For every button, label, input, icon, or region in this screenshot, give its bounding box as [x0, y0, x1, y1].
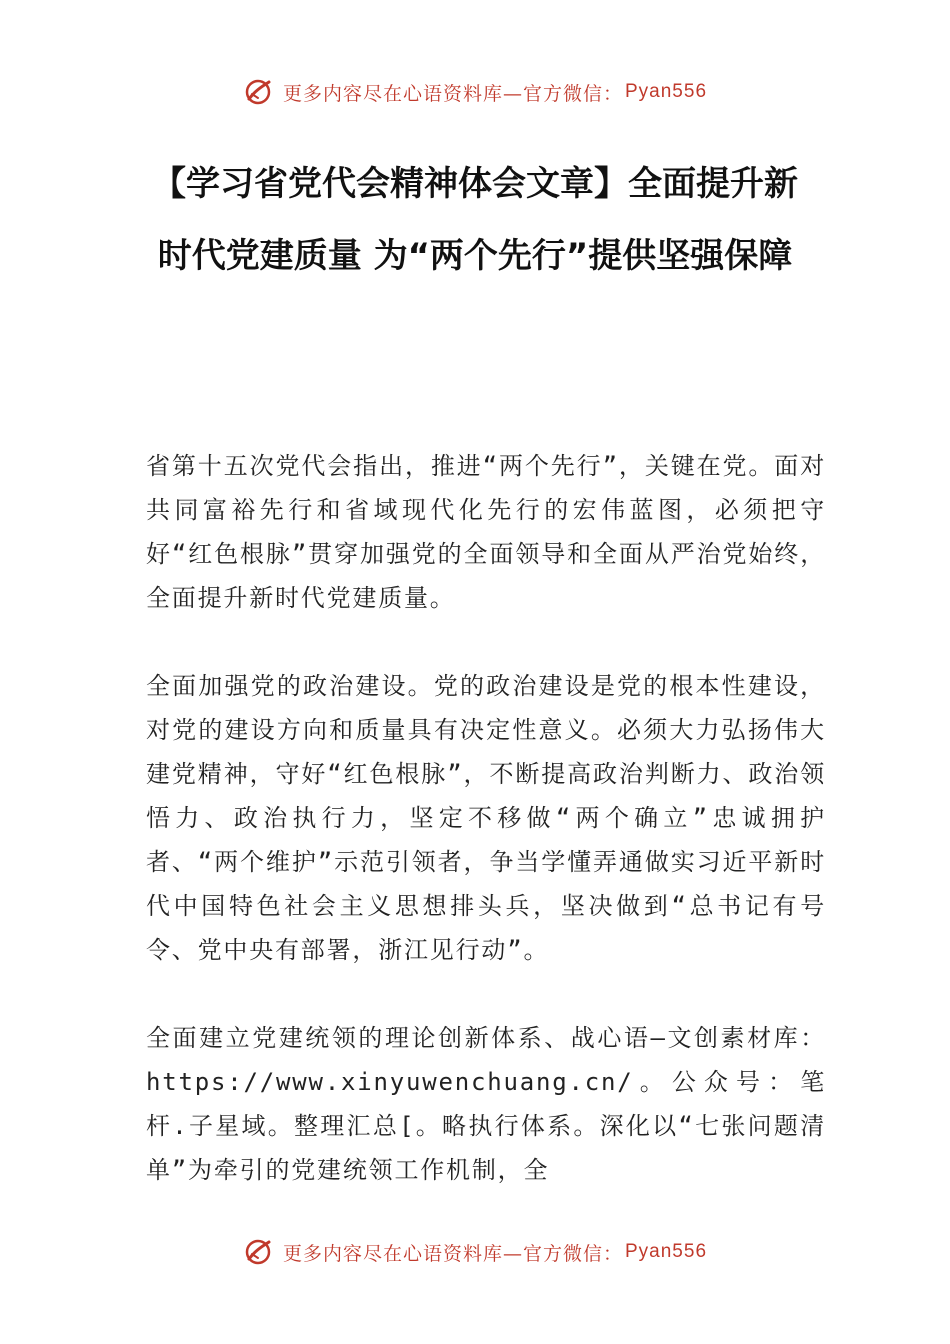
footer-watermark — [0, 1232, 950, 1272]
paragraph-2: 全面加强党的政治建设。党的政治建设是党的根本性建设，对党的建设方向和质量具有决定性意义。必须大力弘扬伟大建党精神，守好“红色根脉”，不断提高政治判断力、政治领悟力、政治执行力，坚定不移做“两个确立”忠诚拥护者、“两个维护”示范引领者，争当学懂弄通做实习近平新时代中国特色社会主义思想排头兵，坚决做到“总书记有号令、党中央有部署，浙江见行动”。 — [146, 672, 826, 964]
header-watermark — [0, 72, 950, 112]
watermark-text: 更多内容尽在心语资料库—官方微信： — [282, 82, 623, 105]
watermark-wechat-id: Pyan556 — [625, 1241, 708, 1262]
watermark-text: 更多内容尽在心语资料库—官方微信： — [282, 1242, 623, 1265]
brush-logo-icon — [243, 77, 273, 107]
paragraph-1: 省第十五次党代会指出，推进“两个先行”，关键在党。面对共同富裕先行和省域现代化先行的宏伟蓝图，必须把守好“红色根脉”贯穿加强党的全面领导和全面从严治党始终，全面提升新时代党建质量。 — [146, 452, 826, 612]
document-title: 【学习省党代会精神体会文章】全面提升新时代党建质量 为“两个先行”提供坚强保障 — [152, 164, 798, 276]
watermark-wechat-id: Pyan556 — [625, 81, 708, 102]
paragraph-3: 全面建立党建统领的理论创新体系、战心语—文创素材库：https://www.xinyuwenchuang.cn/。公众号：笔杆.子星域。整理汇总[。略执行体系。深化以“七张问题清单”为牵引的党建统领工作机制，全 — [146, 1024, 826, 1184]
document-body — [146, 444, 826, 1236]
brush-logo-icon — [243, 1237, 273, 1267]
